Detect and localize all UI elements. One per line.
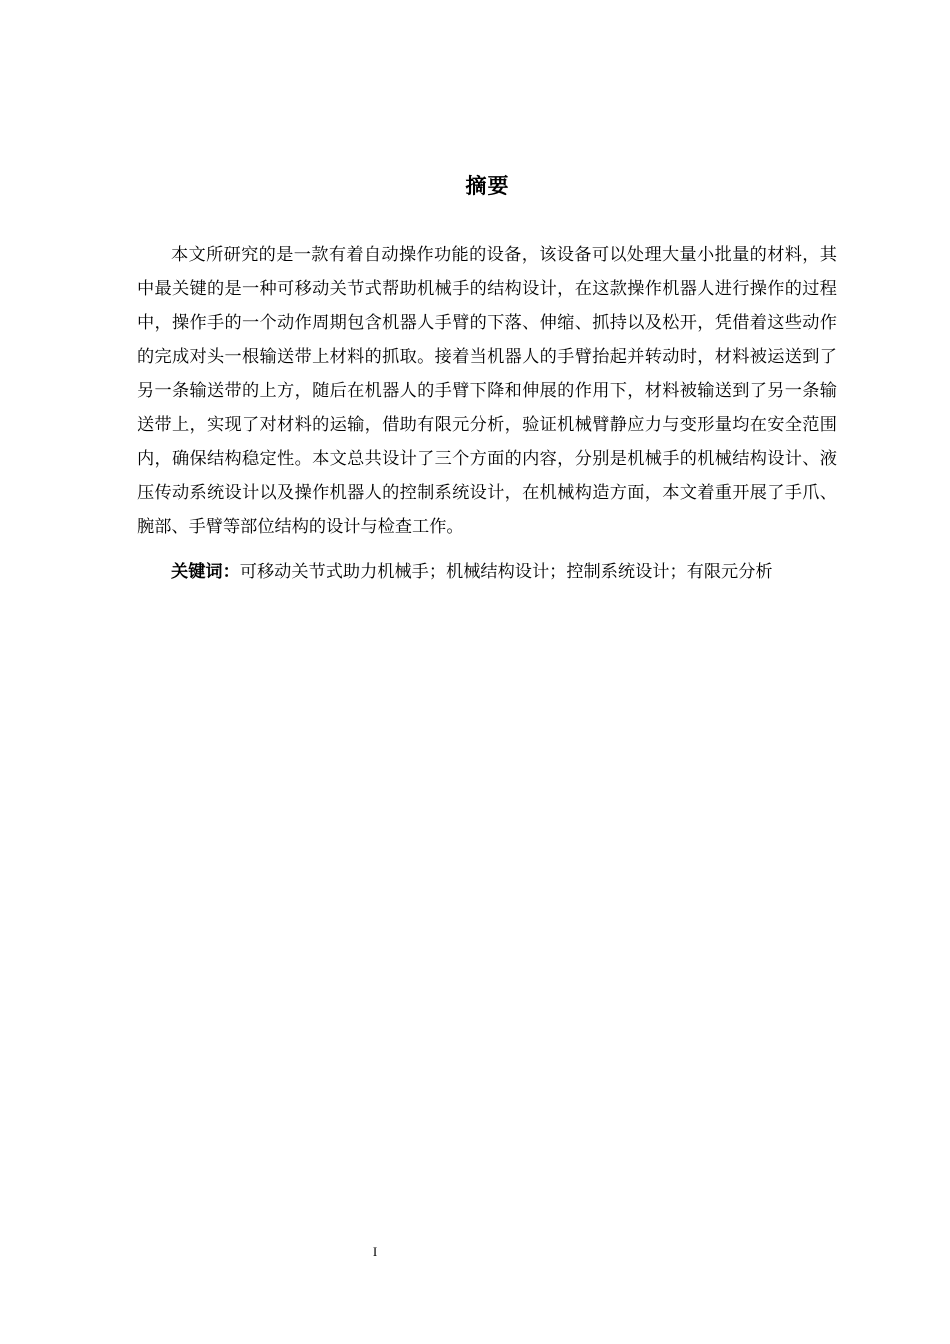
abstract-title: 摘要	[465, 174, 510, 198]
keywords-label: 关键词：	[171, 562, 240, 582]
keywords-text: 可移动关节式助力机械手；机械结构设计；控制系统设计；有限元分析	[239, 562, 773, 582]
page-number: I	[372, 1244, 378, 1259]
keywords-paragraph	[137, 553, 837, 591]
abstract-body: 本文所研究的是一款有着自动操作功能的设备，该设备可以处理大量小批量的材料，其中最关键的是一种可移动关节式帮助机械手的结构设计，在这款操作机器人进行操作的过程中，操作手的一个动作周期包含机器人手臂的下落、伸缩、抓持以及松开，凭借着这些动作的完成对头一根输送带上材料的抓取。接着当机器人的手臂抬起并转动时，材料被运送到了另一条输送带的上方，随后在机器人的手臂下降和伸展的作用下，材料被输送到了另一条输送带上，实现了对材料的运输，借助有限元分析，验证机械臂静应力与变形量均在安全范围内，确保结构稳定性。本文总共设计了三个方面的内容，分别是机械手的机械结构设计、液压传动系统设计以及操作机器人的控制系统设计，在机械构造方面，本文着重开展了手爪、腕部、手臂等部位结构的设计与检查工作。	[137, 245, 837, 537]
